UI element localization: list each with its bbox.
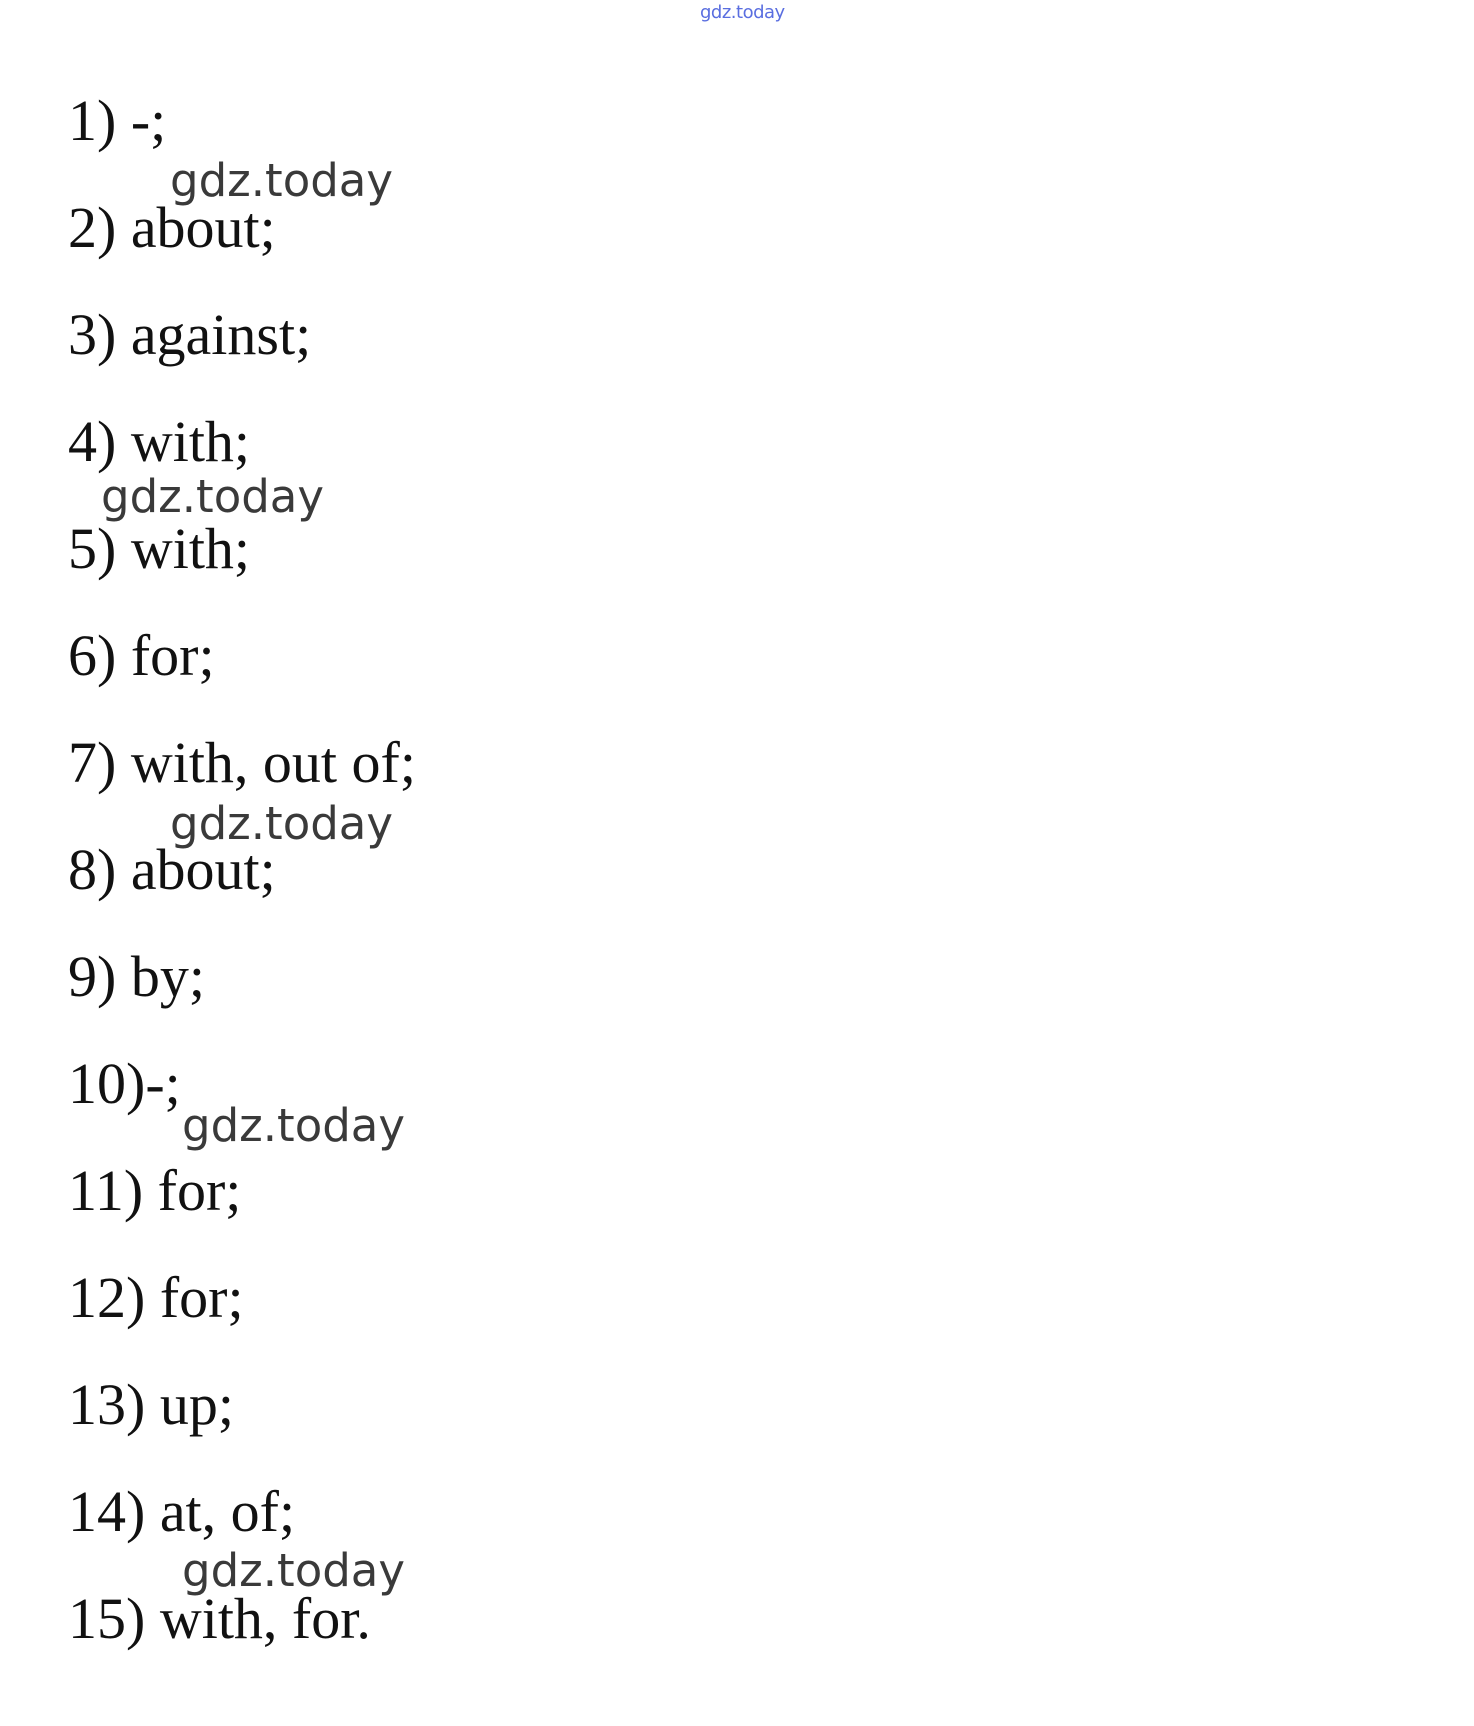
- answer-item-5: 5) with;: [68, 516, 251, 581]
- answer-item-13: 13) up;: [68, 1372, 234, 1437]
- watermark: gdz.today: [182, 1544, 406, 1597]
- answer-item-6: 6) for;: [68, 623, 215, 688]
- answer-item-3: 3) against;: [68, 302, 312, 367]
- answer-item-8: 8) about;: [68, 837, 276, 902]
- watermark: gdz.today: [170, 154, 394, 207]
- answer-item-11: 11) for;: [68, 1158, 242, 1223]
- answer-item-2: 2) about;: [68, 195, 276, 260]
- answer-item-9: 9) by;: [68, 944, 205, 1009]
- answer-item-10: 10)-;: [68, 1051, 181, 1116]
- answer-item-1: 1) -;: [68, 88, 167, 153]
- watermark: gdz.today: [101, 470, 325, 523]
- header-watermark: gdz.today: [700, 2, 785, 23]
- watermark: gdz.today: [170, 797, 394, 850]
- answer-item-12: 12) for;: [68, 1265, 244, 1330]
- answer-item-7: 7) with, out of;: [68, 730, 416, 795]
- watermark: gdz.today: [182, 1099, 406, 1152]
- answer-item-4: 4) with;: [68, 409, 251, 474]
- answer-item-14: 14) at, of;: [68, 1479, 296, 1544]
- answer-item-15: 15) with, for.: [68, 1586, 371, 1651]
